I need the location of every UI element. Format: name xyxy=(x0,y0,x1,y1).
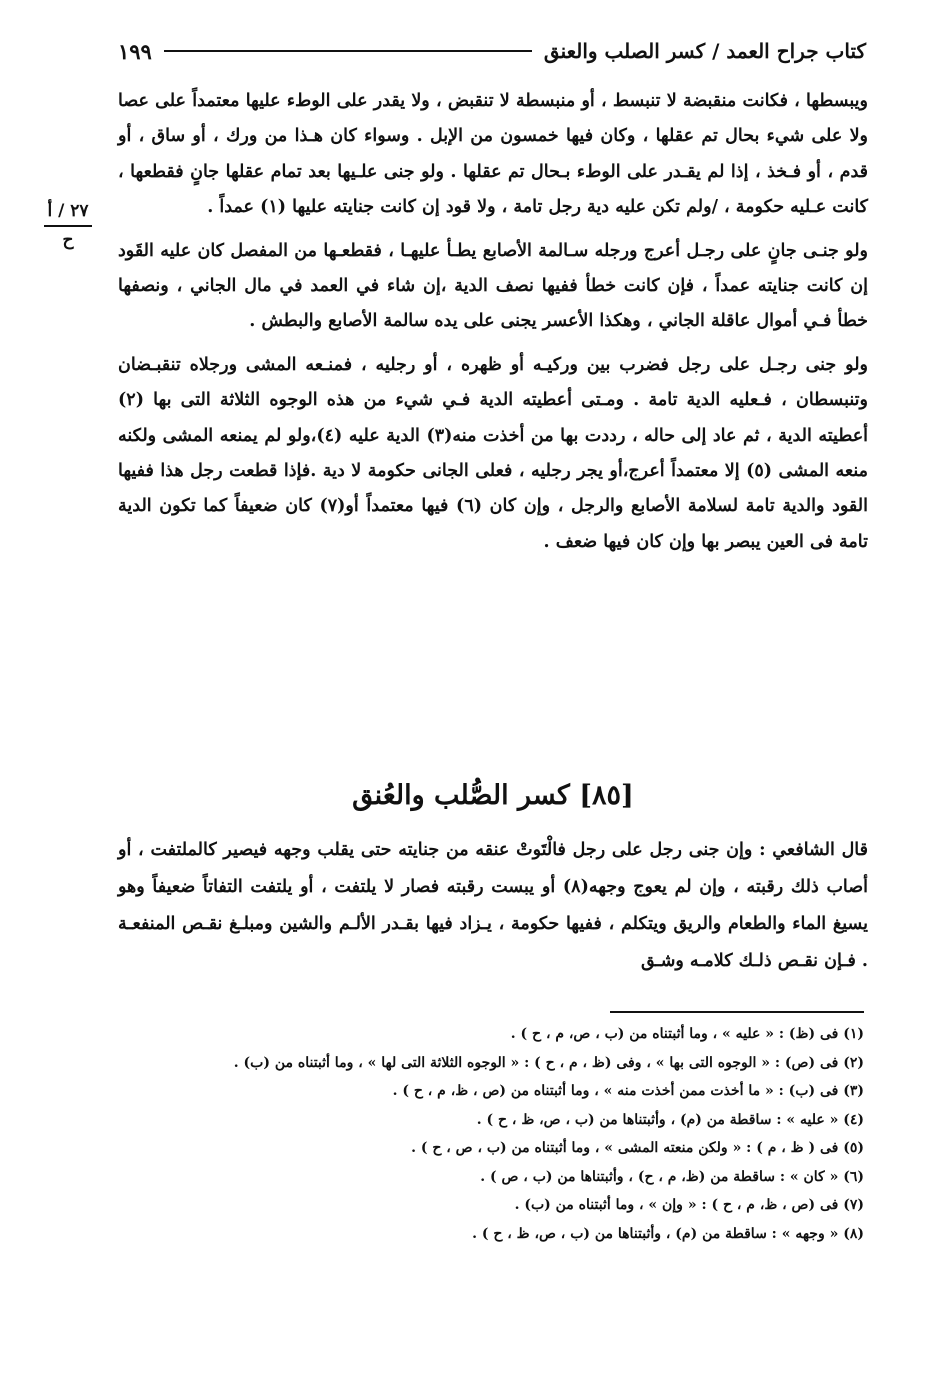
body-text xyxy=(118,84,868,560)
section-body xyxy=(118,832,868,980)
footnote-2: (٢) فى (ص) : « الوجوه التى بها » ، وفى (ظ ، م ، ح ) : « الوجوه الثلاثة التى لها » ، وما أثبتناه من (ب) . xyxy=(233,1054,864,1071)
margin-note-folio: ٢٧ / أ xyxy=(44,200,92,227)
section-text: : وإن جنى رجل على رجل فالْتَوتْ عنقه من جنايته حتى يقلب وجهه فيصير كالملتفت ، أو أصاب ذلك رقبته ، وإن لم يعوج وجهه(٨) أو يبست رقبته فصار لا يلتفت ، أو يلتفت التفاتاً ضعيفاً وهو يسيغ الماء والطعام والريق ويتكلم ، ففيها حكومة ، يـزاد فيها بقـدر الألـم والشين ومبلـغ نقـص المنفعـة . فـإن نقـص ذلـك كلامـه وشـق xyxy=(118,840,868,971)
paragraph-1: ويبسطها ، فكانت منقبضة لا تنبسط ، أو منبسطة لا تنقبض ، ولا يقدر على الوطء عليها معتمداً على عصا ولا على شيء بحال تم عقلها ، وكان فيها خمسون من الإبل . وسواء كان هـذا من ورك ، أو ساق ، أو قدم ، أو فـخذ ، إذا لم يقـدر على الوطء بـحال تم عقلها . ولو جنى علـيها بعد تمام عقلها جانٍ فقطعها ، كانت عـليه حكومة ، /ولم تكن عليه دية رجل تامة ، ولا قود إن كانت جنايته عليها (١) عمداً . xyxy=(118,91,869,218)
footnote-7: (٧) فى (ص ، ظ، م ، ح ) : « وإن » ، وما أثبتناه من (ب) . xyxy=(514,1197,864,1213)
margin-note-manuscript: ح xyxy=(62,229,74,250)
section-heading: [٨٥] كسر الصُّلب والعُنق xyxy=(352,780,634,811)
footnote-1: (١) فى (ظ) : « عليه » ، وما أثبتناه من (ب ، ص، م ، ح ) . xyxy=(510,1026,864,1042)
paragraph-3: ولو جنى رجـل على رجل فضرب بين وركيـه أو ظهره ، أو رجليه ، فمنـعه المشى ورجلاه تنقبـضان وتنبسطان ، فـعليه الدية تامة . ومـتى أعطيته الدية فـي شيء من هذه الوجوه الثلاثة التى بها (٢) أعطيته الدية ، ثم عاد إلى حاله ، رددت بها من أخذت منه(٣) الدية عليه (٤)،ولو لم يمنعه المشى ولكنه منعه المشى (٥) إلا معتمداً أعرج،أو يجر رجليه ، فعلى الجانى حكومة لا دية .فإذا قطعت رجل هذا ففيها القود والدية تامة لسلامة الأصابع والرجل ، وإن كان (٦) فيها معتمداً أو(٧) كان ضعيفاً كما تكون الدية تامة فى العين يبصر بها وإن كان فيها ضعف . xyxy=(118,354,868,552)
footnote-4: (٤) « عليه » : ساقطة من (م) ، وأثبتناها من (ب ، ص، ظ ، ح ) . xyxy=(476,1111,864,1128)
page-number: ١٩٩ xyxy=(118,38,152,64)
header-title: كتاب جراح العمد / كسر الصلب والعنق xyxy=(543,39,866,63)
paragraph-2: ولو جنـى جانٍ على رجـل أعرج ورجله سـالمة الأصابع يطـأ عليهـا ، فقطعـها من المفصل كان عليه القَود إن كانت جنايته عمداً ، فإن كانت خطأ ففيها نصف الدية ،إن شاء في العمد في مال الجاني ، ونصفها خطأ فـي أموال عاقلة الجاني ، وهكذا الأعسر يجنى على يده سالمة الأصابع والبطش . xyxy=(118,240,868,332)
section-paragraph xyxy=(118,832,868,980)
footnote-3: (٣) فى (ب) : « ما أخذت ممن أخذت منه » ، وما أثبتناه من (ص ، ظ، م ، ح ) . xyxy=(392,1083,864,1099)
margin-note xyxy=(44,200,92,252)
running-header xyxy=(118,36,866,66)
footnote-6: (٦) « كان » : ساقطة من (ظ، م ، ح) ، وأثبتناها من (ب ، ص ) . xyxy=(480,1168,864,1185)
footnote-5: (٥) فى ( ظ ، م ) : « ولكن منعته المشى » ، وما أثبتناه من (ب ، ص ، ح ) . xyxy=(411,1140,864,1156)
footnotes xyxy=(118,1020,864,1248)
footnote-8: (٨) « وجهه » : ساقطة من (م) ، وأثبتناها من (ب ، ص، ظ ، ح ) . xyxy=(472,1225,864,1242)
speaker-label: قال الشافعي xyxy=(772,840,868,860)
header-rule xyxy=(164,50,532,52)
footnote-rule xyxy=(610,1011,864,1013)
